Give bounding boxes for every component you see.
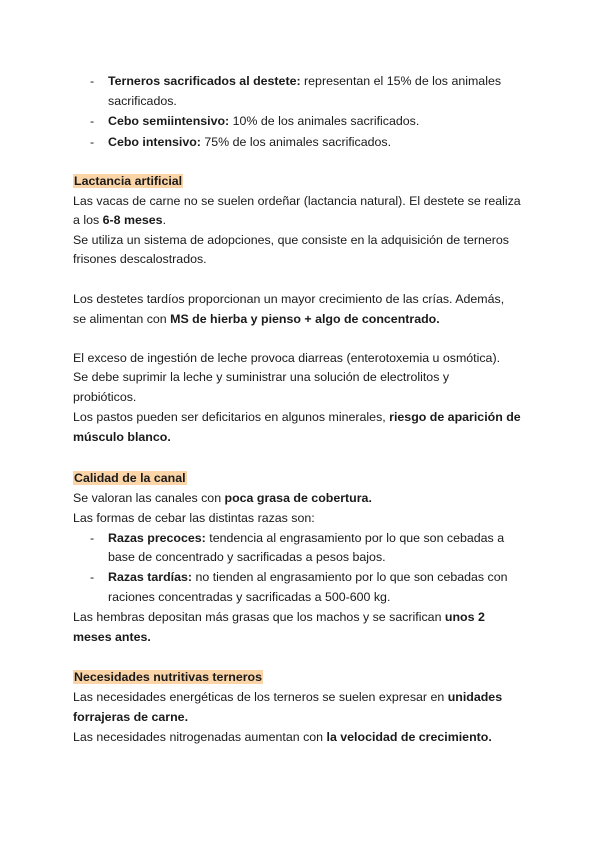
paragraph-line: frisones descalostrados.: [73, 252, 207, 266]
list-item: Razas precoces: tendencia al engrasamiento por lo que son cebadas a: [108, 531, 505, 545]
paragraph-line: músculo blanco.: [73, 430, 171, 444]
paragraph-line: Las hembras depositan más grasas que los machos y se sacrifican unos 2: [73, 610, 485, 624]
section-heading-canal: Calidad de la canal: [74, 471, 186, 485]
list-dash: -: [90, 135, 95, 149]
paragraph-line: Se valoran las canales con poca grasa de cobertura.: [73, 491, 372, 505]
list-item-continuation: raciones concentradas y sacrificadas a 500-600 kg.: [108, 590, 391, 604]
paragraph-line: Se debe suprimir la leche y suministrar una solución de electrolitos y: [73, 370, 450, 384]
list-item-continuation: sacrificados.: [108, 94, 177, 108]
list-item: Cebo semiintensivo: 10% de los animales sacrificados.: [108, 114, 420, 128]
paragraph-line: Las necesidades energéticas de los terneros se suelen expresar en unidades: [73, 690, 503, 704]
paragraph-line: Se utiliza un sistema de adopciones, que consiste en la adquisición de terneros: [73, 233, 510, 247]
list-item: Razas tardías: no tienden al engrasamiento por lo que son cebadas con: [108, 570, 508, 584]
paragraph-line: Los pastos pueden ser deficitarios en algunos minerales, riesgo de aparición de: [73, 410, 521, 424]
list-item: Cebo intensivo: 75% de los animales sacrificados.: [108, 135, 392, 149]
paragraph-line: a los 6-8 meses.: [73, 213, 167, 227]
list-item-continuation: base de concentrado y sacrificadas a pesos bajos.: [108, 550, 386, 564]
paragraph-line: Las formas de cebar las distintas razas son:: [73, 511, 315, 525]
list-dash: -: [90, 570, 95, 584]
paragraph-line: se alimentan con MS de hierba y pienso + algo de concentrado.: [73, 312, 440, 326]
paragraph-line: meses antes.: [73, 630, 151, 644]
list-dash: -: [90, 74, 95, 88]
paragraph-line: Las necesidades nitrogenadas aumentan con la velocidad de crecimiento.: [73, 730, 492, 744]
paragraph-line: Las vacas de carne no se suelen ordeñar (lactancia natural). El destete se realiza: [73, 194, 521, 208]
section-heading-necesidades: Necesidades nutritivas terneros: [74, 670, 263, 684]
list-dash: -: [90, 114, 95, 128]
list-dash: -: [90, 531, 95, 545]
paragraph-line: probióticos.: [73, 390, 137, 404]
paragraph-line: Los destetes tardíos proporcionan un mayor crecimiento de las crías. Además,: [73, 292, 505, 306]
paragraph-line: El exceso de ingestión de leche provoca diarreas (enterotoxemia u osmótica).: [73, 351, 501, 365]
section-heading-lactancia: Lactancia artificial: [74, 174, 183, 188]
paragraph-line: forrajeras de carne.: [73, 710, 189, 724]
list-item: Terneros sacrificados al destete: representan el 15% de los animales: [108, 74, 502, 88]
